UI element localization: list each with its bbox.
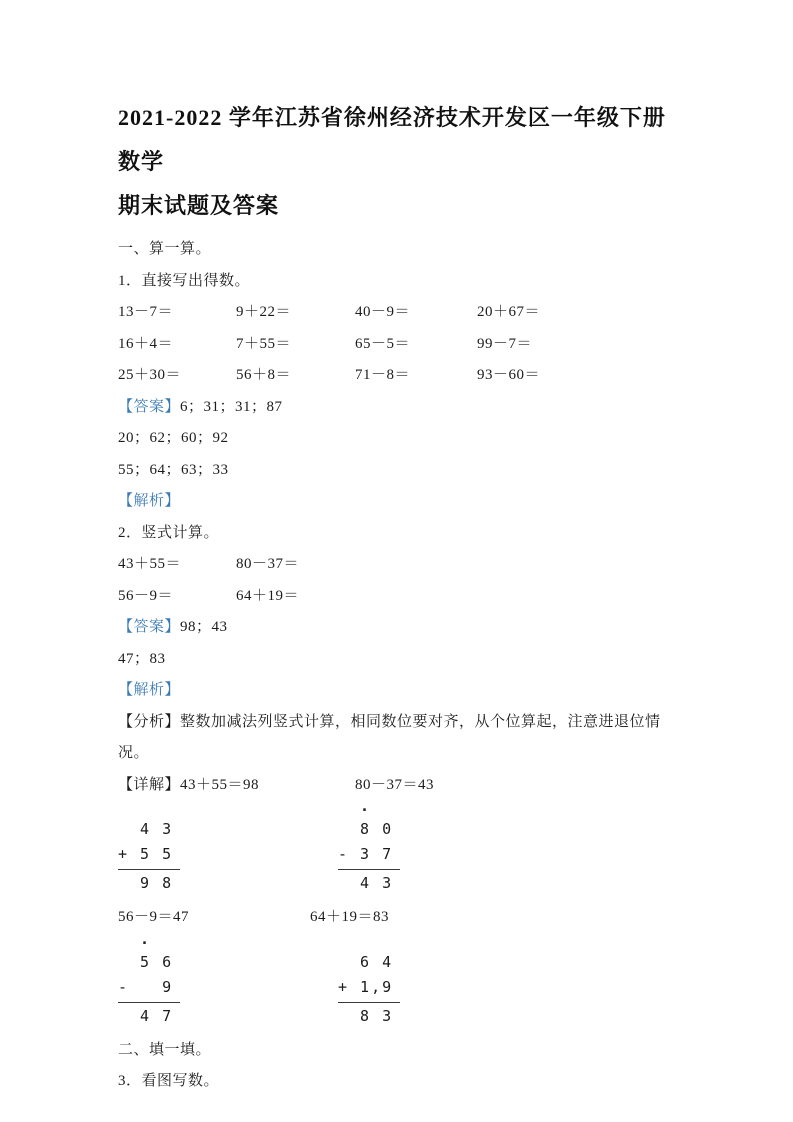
detail-equation-2: 80－37＝43 <box>355 776 435 793</box>
q1-expressions-row-3 <box>118 360 678 392</box>
vertical-calculations-row-1 <box>118 801 678 896</box>
answer-values: 6；31；31；87 <box>180 398 283 415</box>
q2-answer-line-1 <box>118 612 678 644</box>
math-expression: 16＋4＝ <box>118 335 174 352</box>
borrow-dot-row <box>118 804 180 817</box>
q2-expressions-row-1 <box>118 549 678 581</box>
vertical-calculation-56-minus-9 <box>118 933 180 1029</box>
result-row: 9 8 <box>118 874 174 892</box>
question-3-heading: 3．看图写数。 <box>118 1073 220 1089</box>
operator-operand-row: + 1,9 <box>338 977 394 996</box>
section-1-heading: 一、算一算。 <box>118 241 212 257</box>
operator-operand-row: - 3 7 <box>338 845 394 863</box>
borrow-dot-row <box>338 937 400 950</box>
detail-label: 【详解】 <box>118 776 181 793</box>
question-2-heading: 2．竖式计算。 <box>118 524 220 541</box>
math-expression: 20＋67＝ <box>477 304 541 320</box>
math-expression: 93－60＝ <box>477 367 541 383</box>
vertical-calculation-80-minus-37 <box>338 801 400 896</box>
detail-equation-1 <box>118 770 355 802</box>
sum-line <box>338 869 400 870</box>
answer-values: 98；43 <box>180 619 228 635</box>
borrow-dot-row: · <box>338 801 372 819</box>
math-expression: 13－7＝ <box>118 304 174 320</box>
question-1-heading: 1．直接写出得数。 <box>118 272 251 289</box>
top-operand-row: 6 4 <box>338 952 394 971</box>
sum-line <box>338 1002 400 1003</box>
top-operand-row: 5 6 <box>118 952 174 971</box>
section-2-heading: 二、填一填。 <box>118 1041 212 1058</box>
top-operand-row: 4 3 <box>118 820 174 838</box>
sum-line <box>118 869 180 870</box>
q2-fenxi-line <box>118 707 678 770</box>
q1-answer-line-3: 55；64；63；33 <box>118 461 229 478</box>
math-expression: 43＋55＝98 <box>180 776 260 793</box>
math-expression: 7＋55＝ <box>236 335 292 352</box>
result-row: 4 7 <box>118 1006 174 1025</box>
detail-equation-4: 64＋19＝83 <box>310 909 390 925</box>
q1-expressions-row-1 <box>118 297 678 329</box>
q1-expressions-row-2 <box>118 329 678 361</box>
q2-detail-equations-row-2 <box>118 902 678 934</box>
result-row: 8 3 <box>338 1006 394 1025</box>
math-expression: 25＋30＝ <box>118 367 182 383</box>
operator-operand-row: - 9 <box>118 977 174 996</box>
title-line-1: 2021-2022 学年江苏省徐州经济技术开发区一年级下册数学 <box>118 105 666 174</box>
math-expression: 65－5＝ <box>355 335 411 352</box>
q2-analysis-label: 【解析】 <box>118 682 181 698</box>
fenxi-text: 整数加减法列竖式计算，相同数位要对齐，从个位算起，注意进退位情况。 <box>118 713 661 761</box>
borrow-dot-row: · <box>118 933 152 952</box>
math-expression: 56＋8＝ <box>236 367 292 383</box>
vertical-calculations-row-2 <box>118 933 678 1029</box>
math-expression: 71－8＝ <box>355 367 411 383</box>
math-expression: 80－37＝ <box>236 556 300 572</box>
document-title <box>118 96 678 228</box>
q1-answer-line-1 <box>118 392 678 424</box>
q2-expressions-row-2 <box>118 581 678 613</box>
fenxi-label: 【分析】 <box>118 713 181 730</box>
operator-operand-row: + 5 5 <box>118 845 174 863</box>
math-expression: 9＋22＝ <box>236 304 292 320</box>
sum-line <box>118 1002 180 1003</box>
q1-analysis-label: 【解析】 <box>118 493 181 509</box>
math-expression: 64＋19＝ <box>236 587 300 604</box>
result-row: 4 3 <box>338 874 394 892</box>
answer-label: 【答案】 <box>118 398 181 415</box>
math-expression: 99－7＝ <box>477 335 533 352</box>
math-expression: 56－9＝ <box>118 587 174 604</box>
answer-label: 【答案】 <box>118 619 181 635</box>
top-operand-row: 8 0 <box>338 820 394 838</box>
vertical-calculation-43-plus-55 <box>118 804 180 896</box>
q2-detail-line <box>118 770 678 802</box>
vertical-calculation-64-plus-19 <box>338 937 400 1029</box>
detail-equation-3: 56－9＝47 <box>118 909 190 925</box>
q1-answer-line-2: 20；62；60；92 <box>118 430 229 446</box>
math-expression: 40－9＝ <box>355 304 411 320</box>
title-line-2: 期末试题及答案 <box>118 193 280 218</box>
math-expression: 43＋55＝ <box>118 556 182 572</box>
q2-answer-line-2: 47；83 <box>118 650 166 667</box>
